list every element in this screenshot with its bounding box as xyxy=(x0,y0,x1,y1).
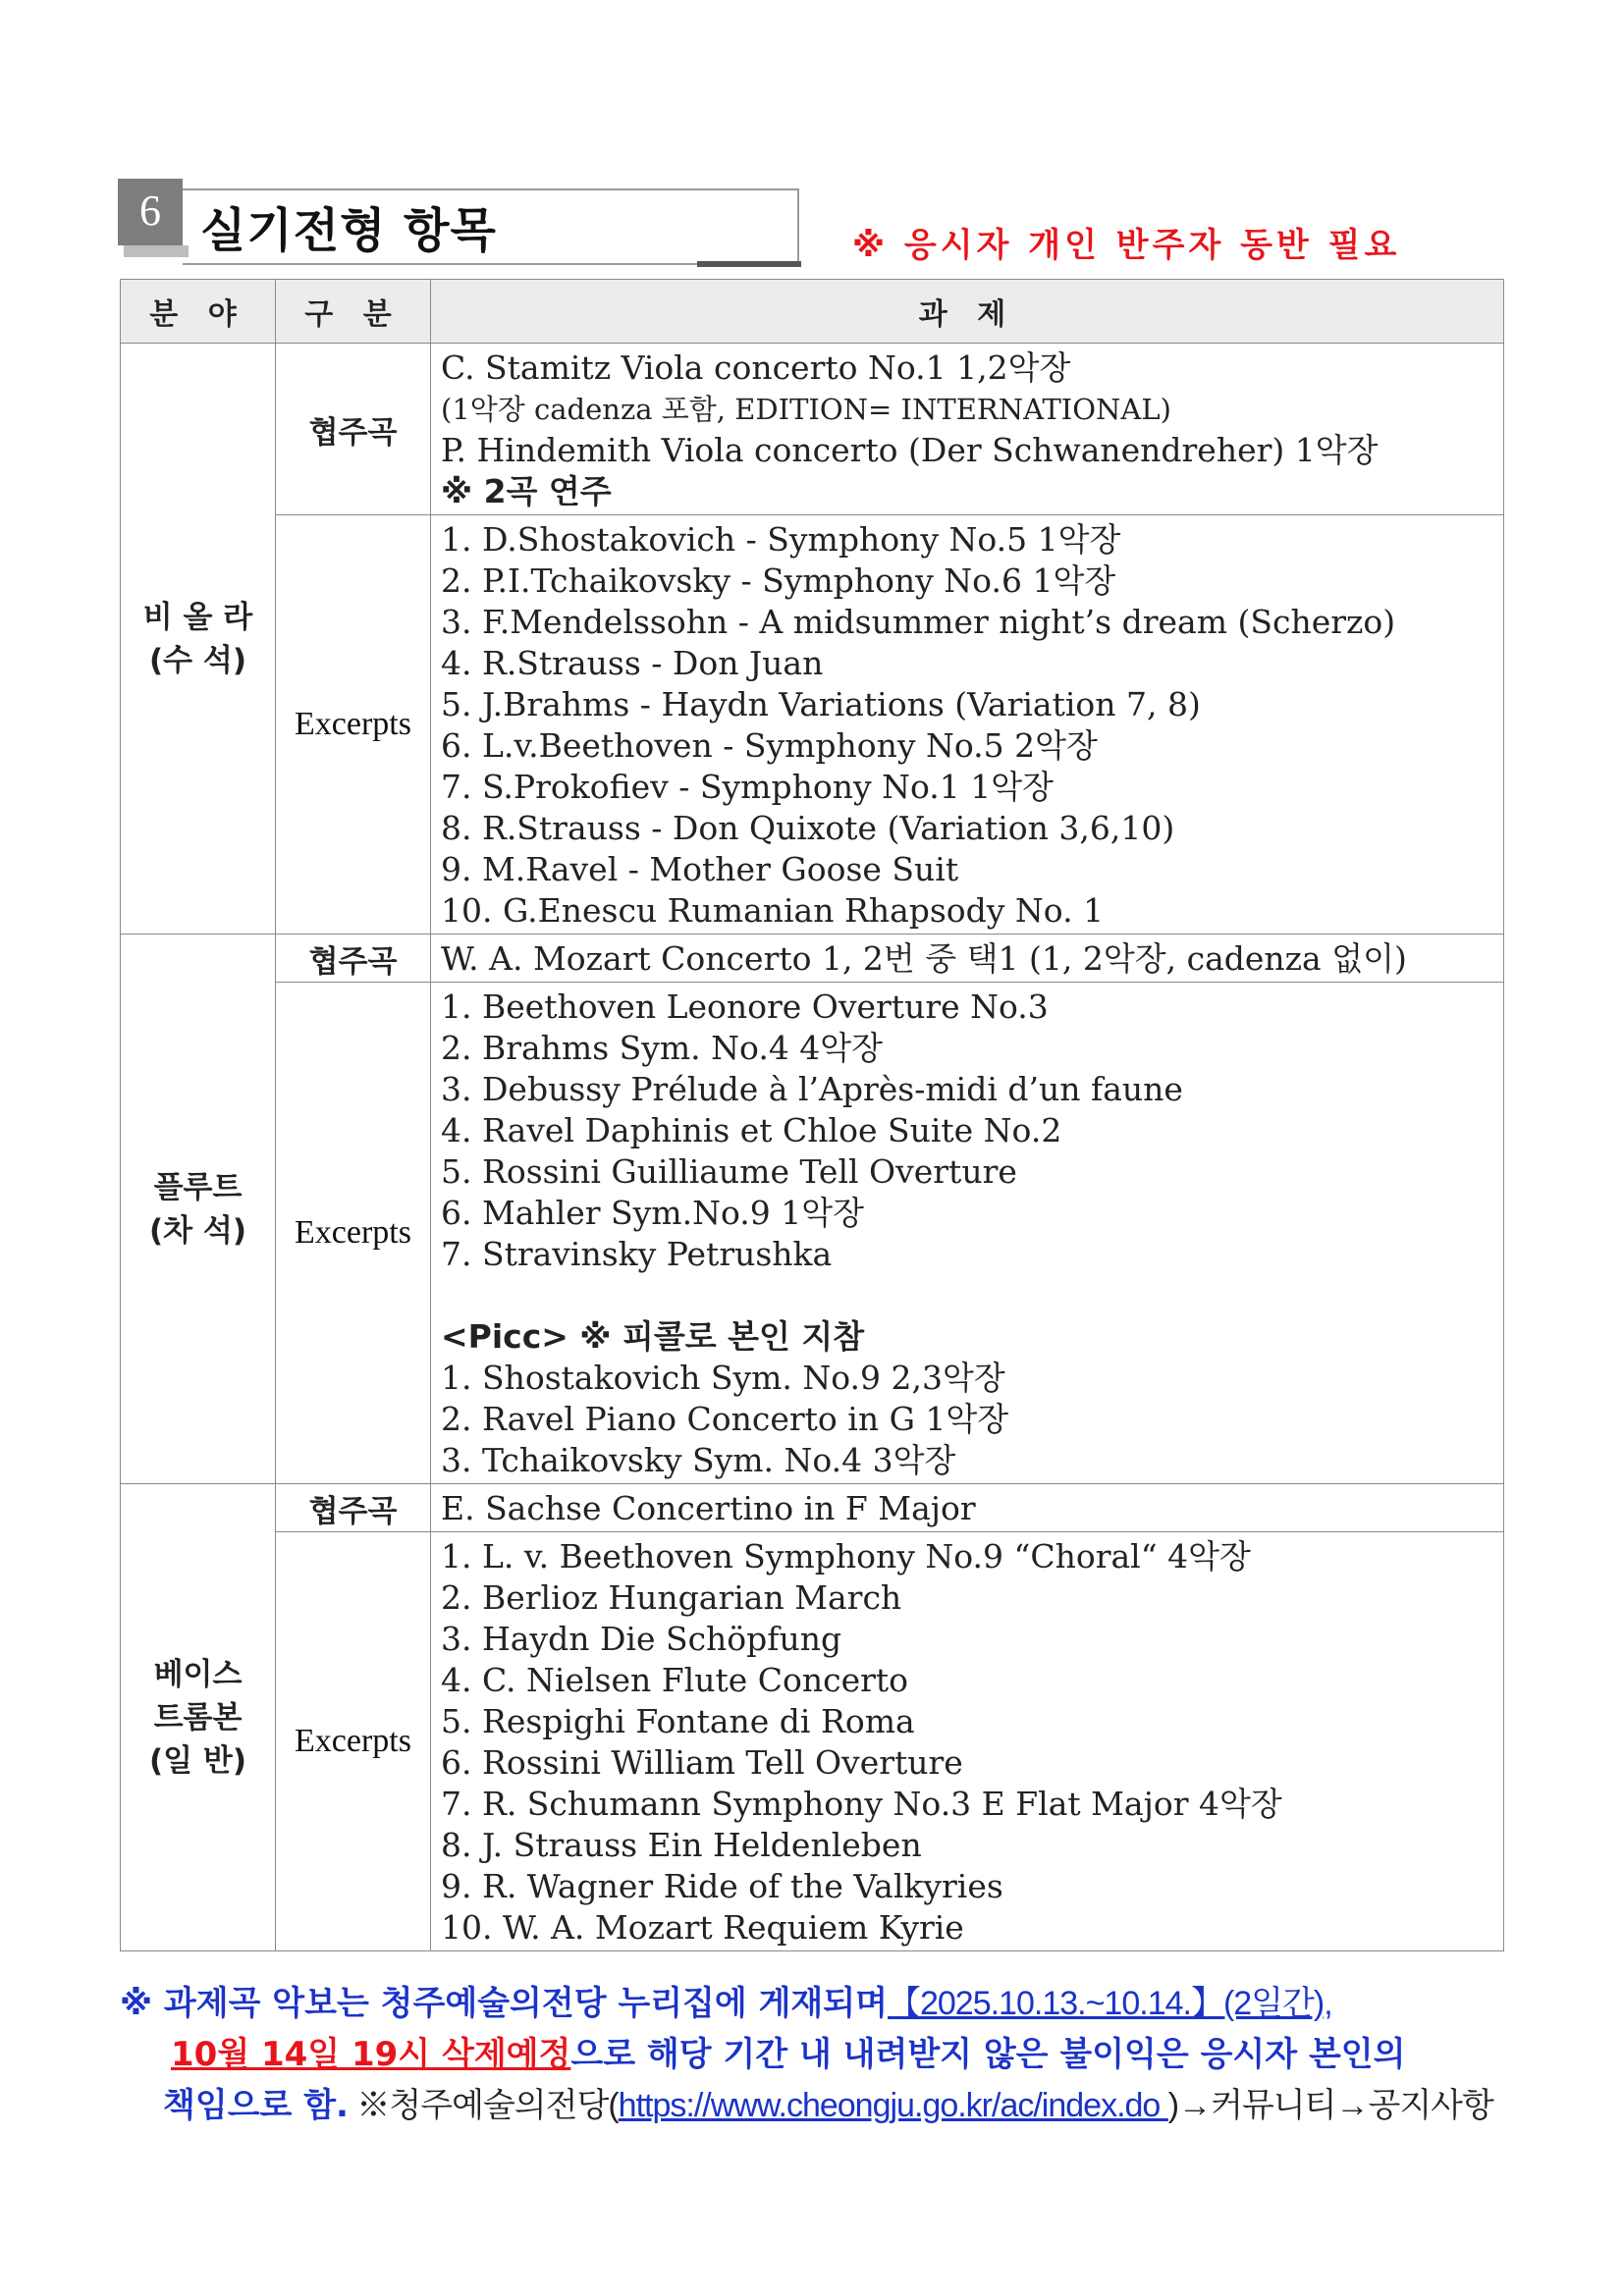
task-item: 7. R. Schumann Symphony No.3 E Flat Major 4악장 xyxy=(441,1785,1282,1823)
task-item: 3. F.Mendelssohn - A midsummer night’s dream (Scherzo) xyxy=(441,603,1396,641)
task-item: 1. Shostakovich Sym. No.9 2,3악장 xyxy=(441,1359,1005,1397)
task-item: 1. Beethoven Leonore Overture No.3 xyxy=(441,988,1049,1026)
header-task: 과 제 xyxy=(431,280,1504,344)
footer-line-2 xyxy=(120,2029,1514,2080)
footer-text-5: )→커뮤니티→공지사항 xyxy=(1167,2087,1493,2124)
section-title: 실기전형 항목 xyxy=(200,203,497,258)
task-cell xyxy=(431,515,1504,934)
table-row xyxy=(121,983,1504,1484)
table-header-row xyxy=(121,280,1504,344)
type-cell: 협주곡 xyxy=(276,1484,431,1532)
footer-line-1 xyxy=(120,1978,1514,2029)
section-number: 6 xyxy=(118,179,183,245)
task-item: 4. R.Strauss - Don Juan xyxy=(441,644,824,682)
task-item: 8. R.Strauss - Don Quixote (Variation 3,6,10) xyxy=(441,809,1175,847)
footer-line-3 xyxy=(120,2080,1514,2131)
audition-table xyxy=(120,279,1504,1951)
task-item: 9. R. Wagner Ride of the Valkyries xyxy=(441,1867,1003,1905)
task-item: E. Sachse Concertino in F Major xyxy=(441,1489,976,1527)
task-cell xyxy=(431,1484,1504,1532)
type-cell: 협주곡 xyxy=(276,934,431,983)
footer-text-1: ※ 과제곡 악보는 청주예술의전당 누리집에 게재되며 xyxy=(120,1984,888,2023)
task-item: 3. Tchaikovsky Sym. No.4 3악장 xyxy=(441,1441,956,1479)
task-item: W. A. Mozart Concerto 1, 2번 중 택1 (1, 2악장, cadenza 없이) xyxy=(441,939,1407,978)
table-row xyxy=(121,1532,1504,1951)
task-item: 5. Respighi Fontane di Roma xyxy=(441,1702,915,1740)
task-item: P. Hindemith Viola concerto (Der Schwanendreher) 1악장 xyxy=(441,431,1379,469)
task-item: 1. L. v. Beethoven Symphony No.9 “Choral“ 4악장 xyxy=(441,1537,1251,1575)
task-item: C. Stamitz Viola concerto No.1 1,2악장 xyxy=(441,348,1071,387)
task-item: 5. J.Brahms - Haydn Variations (Variation 7, 8) xyxy=(441,685,1201,723)
type-cell: Excerpts xyxy=(276,515,431,934)
footer-date: 【2025.10.13.~10.14.】(2일간), xyxy=(887,1985,1332,2022)
field-cell xyxy=(121,934,276,1484)
header-field: 분 야 xyxy=(121,280,276,344)
task-item: 6. Mahler Sym.No.9 1악장 xyxy=(441,1194,864,1232)
task-item: 10. W. A. Mozart Requiem Kyrie xyxy=(441,1908,964,1947)
task-item: 9. M.Ravel - Mother Goose Suit xyxy=(441,850,959,888)
footer-link[interactable]: https://www.cheongju.go.kr/ac/index.do xyxy=(618,2087,1168,2124)
task-item: 6. Rossini William Tell Overture xyxy=(441,1743,963,1782)
task-item: 4. Ravel Daphinis et Chloe Suite No.2 xyxy=(441,1111,1062,1149)
task-item: <Picc> ※ 피콜로 본인 지참 xyxy=(441,1317,865,1356)
task-item: (1악장 cadenza 포함, EDITION= INTERNATIONAL) xyxy=(441,393,1171,426)
task-cell xyxy=(431,934,1504,983)
accompanist-notice: ※ 응시자 개인 반주자 동반 필요 xyxy=(852,226,1401,265)
task-item: 10. G.Enescu Rumanian Rhapsody No. 1 xyxy=(441,891,1105,930)
footer-text-3: 책임으로 함. xyxy=(163,2086,349,2125)
type-cell: Excerpts xyxy=(276,983,431,1484)
field-label: (수 석) xyxy=(148,642,247,678)
type-cell: 협주곡 xyxy=(276,344,431,515)
task-item: 2. Ravel Piano Concerto in G 1악장 xyxy=(441,1400,1009,1438)
table-row xyxy=(121,515,1504,934)
task-item xyxy=(441,1275,1493,1316)
task-item: 2. Brahms Sym. No.4 4악장 xyxy=(441,1029,884,1067)
table-row xyxy=(121,934,1504,983)
task-item: 2. Berlioz Hungarian March xyxy=(441,1578,902,1617)
title-underline xyxy=(697,261,801,267)
task-item: 7. S.Prokofiev - Symphony No.1 1악장 xyxy=(441,768,1054,806)
field-cell xyxy=(121,1484,276,1951)
field-label: (차 석) xyxy=(148,1212,247,1249)
task-item: ※ 2곡 연주 xyxy=(441,472,612,510)
header-type: 구 분 xyxy=(276,280,431,344)
field-cell xyxy=(121,344,276,934)
type-cell: Excerpts xyxy=(276,1532,431,1951)
task-item: 6. L.v.Beethoven - Symphony No.5 2악장 xyxy=(441,726,1098,765)
field-label: 플루트 xyxy=(153,1169,243,1205)
task-item: 4. C. Nielsen Flute Concerto xyxy=(441,1661,909,1699)
task-item: 8. J. Strauss Ein Heldenleben xyxy=(441,1826,922,1864)
field-label: 비 올 라 xyxy=(142,599,253,635)
footer-text-4: ※청주예술의전당( xyxy=(348,2087,619,2124)
footer-text-2: 으로 해당 기간 내 내려받지 않은 불이익은 응시자 본인의 xyxy=(570,2035,1406,2074)
task-item: 1. D.Shostakovich - Symphony No.5 1악장 xyxy=(441,520,1121,559)
task-item: 3. Haydn Die Schöpfung xyxy=(441,1620,842,1658)
task-item: 2. P.I.Tchaikovsky - Symphony No.6 1악장 xyxy=(441,561,1116,600)
task-item: 3. Debussy Prélude à l’Après-midi d’un faune xyxy=(441,1070,1183,1108)
task-item: 5. Rossini Guilliaume Tell Overture xyxy=(441,1152,1017,1191)
task-cell xyxy=(431,1532,1504,1951)
footer-notice xyxy=(120,1978,1514,2131)
table-row xyxy=(121,344,1504,515)
field-label: 트롬본 xyxy=(153,1699,243,1735)
table-row xyxy=(121,1484,1504,1532)
task-item: 7. Stravinsky Petrushka xyxy=(441,1235,833,1273)
footer-deletion-notice: 10월 14일 19시 삭제예정 xyxy=(171,2035,571,2074)
field-label: 베이스 xyxy=(153,1656,243,1692)
field-label: (일 반) xyxy=(148,1742,247,1779)
task-cell xyxy=(431,344,1504,515)
task-cell xyxy=(431,983,1504,1484)
section-number-shadow xyxy=(124,245,189,257)
